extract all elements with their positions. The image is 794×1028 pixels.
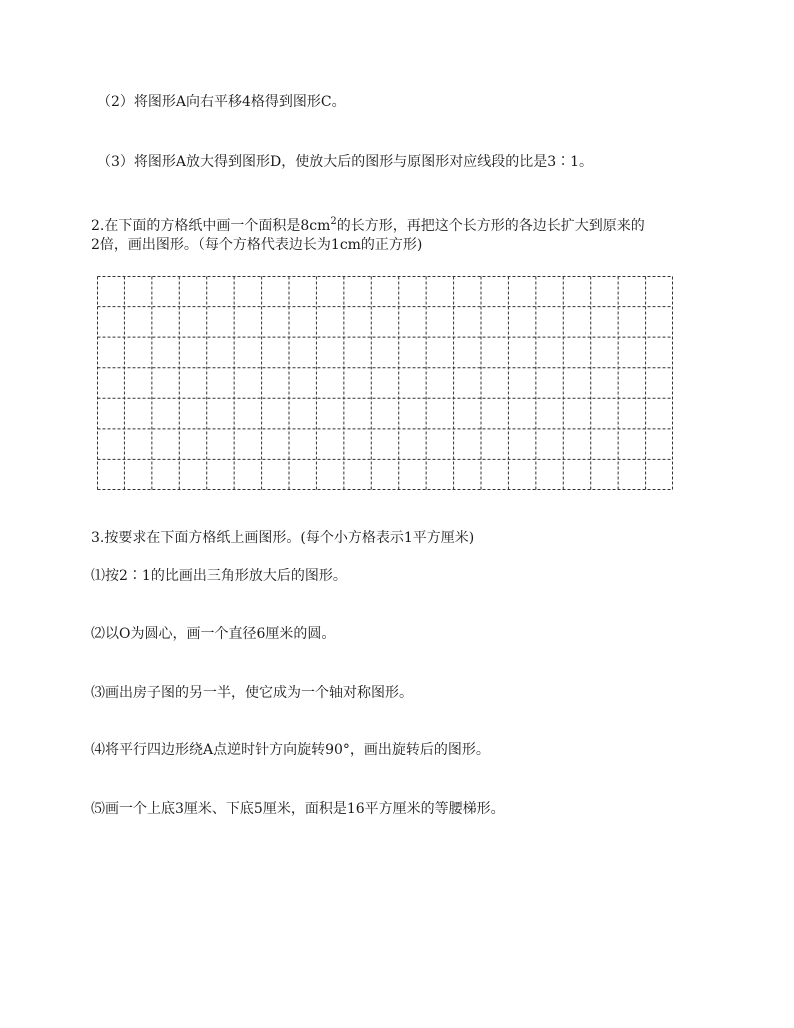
q3-item-1: ⑴按2∶1的比画出三角形放大后的图形。 <box>91 568 347 584</box>
q2-text-post: 的长方形，再把这个长方形的各边长扩大到原来的 <box>336 218 645 234</box>
q2-superscript: 2 <box>330 216 337 227</box>
q3-item-3: ⑶画出房子图的另一半，使它成为一个轴对称图形。 <box>91 685 413 701</box>
q3-item-5: ⑸画一个上底3厘米、下底5厘米，面积是16平方厘米的等腰梯形。 <box>91 801 505 817</box>
q1-part2-text: （2）将图形A向右平移4格得到图形C。 <box>97 94 346 110</box>
q3-title: 3.按要求在下面方格纸上画图形。(每个小方格表示1平方厘米) <box>91 530 475 546</box>
q2-text-line1 <box>91 212 645 236</box>
square-grid-paper <box>97 276 673 490</box>
q3-item-2: ⑵以O为圆心，画一个直径6厘米的圆。 <box>91 626 336 642</box>
q2-text-line2: 2倍，画出图形。（每个方格代表边长为1cm的正方形) <box>91 237 423 253</box>
q1-part3-text: （3）将图形A放大得到图形D，使放大后的图形与原图形对应线段的比是3∶1。 <box>97 154 594 170</box>
q3-item-4: ⑷将平行四边形绕A点逆时针方向旋转90°，画出旋转后的图形。 <box>91 742 490 758</box>
q2-text-pre: 2.在下面的方格纸中画一个面积是8cm <box>91 218 331 234</box>
